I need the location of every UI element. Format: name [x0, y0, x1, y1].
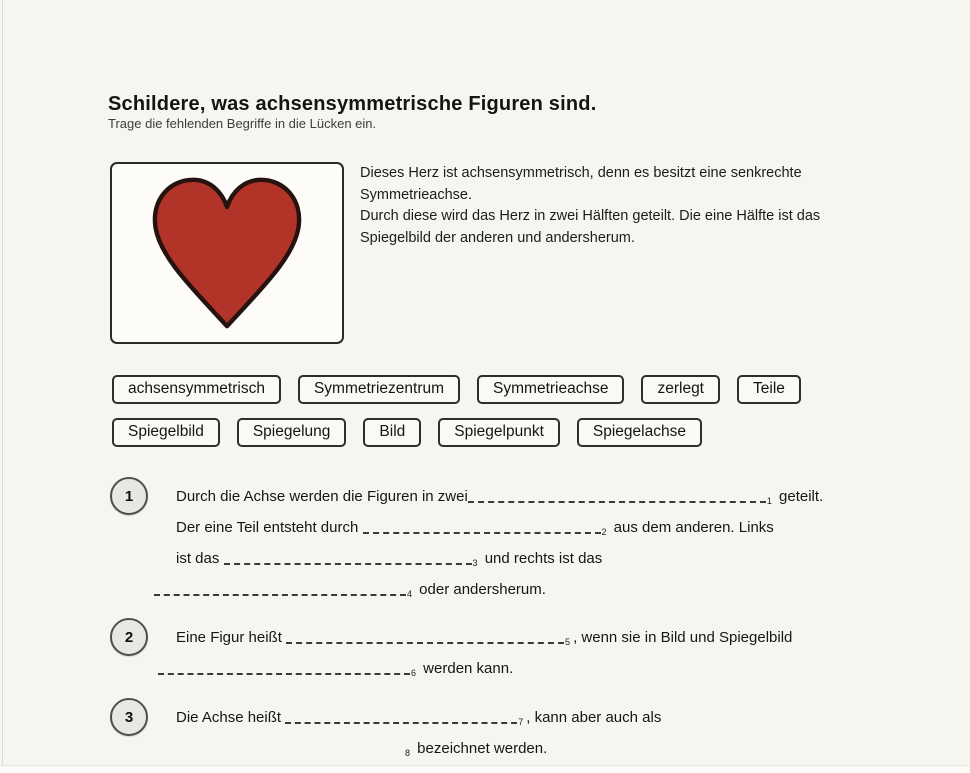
- cloze-item-1: [110, 477, 823, 605]
- item-text: und rechts ist das: [480, 550, 603, 567]
- item-text: bezeichnet werden.: [413, 740, 548, 757]
- intro-paragraph: [360, 163, 920, 249]
- gap-blank-4[interactable]: [154, 579, 406, 596]
- word-chip-spiegelachse[interactable]: Spiegelachse: [577, 418, 702, 447]
- item-lines: [176, 477, 823, 605]
- gap-number-8: 8: [405, 748, 411, 758]
- item-line: [158, 653, 792, 684]
- heart-icon: [141, 173, 313, 333]
- gap-number-7: 7: [518, 717, 524, 727]
- word-chip-spiegelpunkt[interactable]: Spiegelpunkt: [438, 418, 560, 447]
- item-text: , wenn sie in Bild und Spiegelbild: [573, 629, 793, 646]
- item-line: [176, 512, 823, 543]
- item-line: [176, 481, 823, 512]
- word-chip-spiegelung[interactable]: Spiegelung: [237, 418, 347, 447]
- item-lines: [176, 618, 792, 684]
- item-text: Eine Figur heißt: [176, 629, 287, 646]
- item-text: aus dem anderen. Links: [609, 519, 774, 536]
- item-line: [176, 622, 792, 653]
- word-bank-row: [112, 375, 892, 404]
- gap-number-3: 3: [472, 558, 478, 568]
- item-line: [176, 543, 823, 574]
- intro-line: Durch diese wird das Herz in zwei Hälften geteilt. Die eine Hälfte ist das: [360, 208, 821, 224]
- item-line: [176, 702, 661, 733]
- item-line: [154, 574, 823, 605]
- word-chip-achsensymmetrisch[interactable]: achsensymmetrisch: [112, 375, 281, 404]
- gap-blank-6[interactable]: [158, 658, 410, 675]
- example-image-frame: [110, 162, 344, 344]
- item-text: Die Achse heißt: [176, 709, 286, 726]
- page-instructions: Trage die fehlenden Begriffe in die Lücken ein.: [108, 116, 377, 131]
- page-bottom-edge: [0, 765, 970, 773]
- item-text: oder andersherum.: [415, 581, 546, 598]
- item-lines: [176, 698, 661, 764]
- intro-line: Spiegelbild der anderen und andersherum.: [360, 229, 635, 246]
- gap-number-2: 2: [601, 527, 607, 537]
- gap-number-1: 1: [766, 496, 772, 506]
- gap-blank-5[interactable]: [286, 627, 564, 644]
- word-chip-zerlegt[interactable]: zerlegt: [641, 375, 720, 404]
- word-chip-bild[interactable]: Bild: [363, 418, 421, 447]
- item-line: [404, 733, 661, 764]
- cloze-item-2: [110, 618, 792, 684]
- item-number-badge: 3: [110, 698, 148, 736]
- item-text: ist das: [176, 550, 224, 567]
- item-text: werden kann.: [419, 660, 514, 677]
- item-text: , kann aber auch als: [526, 709, 662, 726]
- gap-blank-7[interactable]: [285, 707, 517, 724]
- intro-line: Dieses Herz ist achsensymmetrisch, denn es besitzt eine senkrechte: [360, 165, 802, 181]
- gap-blank-1[interactable]: [468, 486, 766, 503]
- gap-blank-3[interactable]: [224, 548, 472, 565]
- item-number-badge: 2: [110, 618, 148, 656]
- item-text: Durch die Achse werden die Figuren in zwei: [176, 488, 468, 505]
- item-text: geteilt.: [774, 488, 824, 505]
- word-bank-row: [112, 418, 892, 447]
- word-chip-symmetriezentrum[interactable]: Symmetriezentrum: [298, 375, 460, 404]
- gap-number-4: 4: [407, 589, 413, 599]
- page-title: Schildere, was achsensymmetrische Figuren sind.: [108, 93, 597, 116]
- word-chip-teile[interactable]: Teile: [737, 375, 801, 404]
- intro-line: Symmetrieachse.: [360, 186, 473, 203]
- word-chip-symmetrieachse[interactable]: Symmetrieachse: [477, 375, 624, 404]
- word-bank: [112, 375, 892, 461]
- item-text: Der eine Teil entsteht durch: [176, 519, 363, 536]
- gap-blank-2[interactable]: [363, 517, 601, 534]
- item-number-badge: 1: [110, 477, 148, 515]
- cloze-item-3: [110, 698, 661, 764]
- heart-shape: [155, 180, 299, 326]
- gap-number-5: 5: [565, 637, 571, 647]
- gap-number-6: 6: [411, 668, 417, 678]
- word-chip-spiegelbild[interactable]: Spiegelbild: [112, 418, 220, 447]
